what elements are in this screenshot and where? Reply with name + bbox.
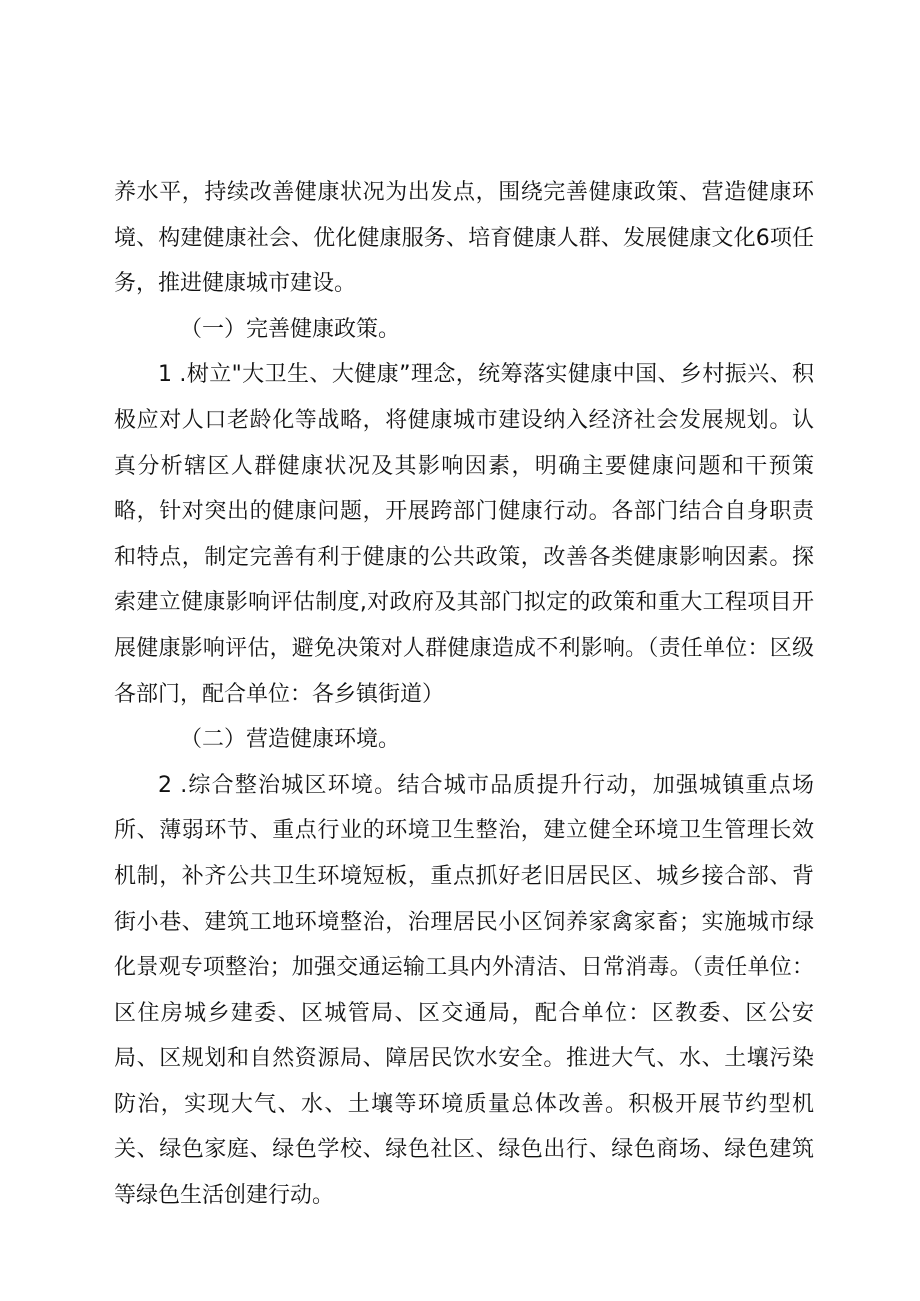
paragraph-item-1: 1 .树立"大卫生、大健康”理念，统筹落实健康中国、乡村振兴、积极应对人口老龄化等战略，将健康城市建设纳入经济社会发展规划。认真分析辖区人群健康状况及其影响因素，明确主要健康问题和干预策略，针对突出的健康问题，开展跨部门健康行动。各部门结合自身职责和特点，制定完善有利于健康的公共政策，改善各类健康影响因素。探索建立健康影响评估制度,对政府及其部门拟定的政策和重大工程项目开展健康影响评估，避免决策对人群健康造成不利影响。（责任单位：区级各部门，配合单位：各乡镇街道）	[114, 362, 814, 707]
paragraph-continuation: 养水平，持续改善健康状况为出发点，围绕完善健康政策、营造健康环境、构建健康社会、优化健康服务、培育健康人群、发展健康文化6项任务，推进健康城市建设。	[114, 180, 814, 297]
section-heading-2: （二）营造健康环境。	[180, 727, 401, 753]
document-body	[114, 170, 814, 1219]
section-heading-1: （一）完善健康政策。	[180, 316, 401, 342]
paragraph-item-2: 2 .综合整治城区环境。结合城市品质提升行动，加强城镇重点场所、薄弱环节、重点行业的环境卫生整治，建立健全环境卫生管理长效机制，补齐公共卫生环境短板，重点抓好老旧居民区、城乡接合部、背街小巷、建筑工地环境整治，治理居民小区饲养家禽家畜；实施城市绿化景观专项整治；加强交通运输工具内外清洁、日常消毒。（责任单位：区住房城乡建委、区城管局、区交通局，配合单位：区教委、区公安局、区规划和自然资源局、障居民饮水安全。推进大气、水、土壤污染防治，实现大气、水、土壤等环境质量总体改善。积极开展节约型机关、绿色家庭、绿色学校、绿色社区、绿色出行、绿色商场、绿色建筑等绿色生活创建行动。	[114, 772, 814, 1209]
